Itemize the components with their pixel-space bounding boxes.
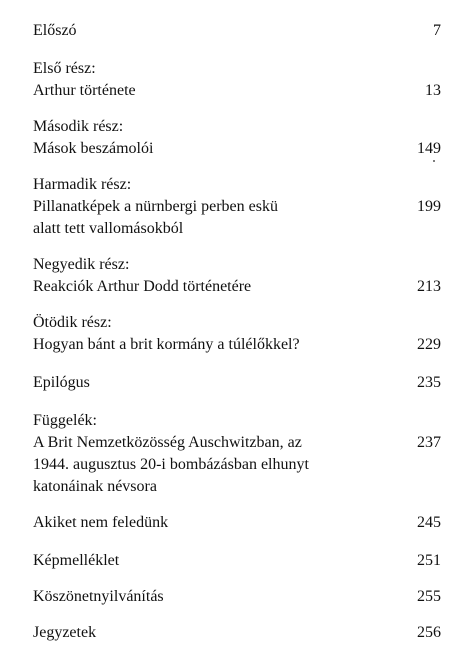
toc-entry-part-label: Második rész: [33, 118, 124, 135]
toc-entry-koszonetnyilvanitas [33, 586, 441, 608]
toc-entry-page: 245 [417, 514, 441, 531]
toc-entry-part-label: Első rész: [33, 60, 96, 77]
scan-speck [433, 160, 435, 162]
toc-entry-title: Jegyzetek [33, 624, 97, 641]
toc-entry-part-4 [33, 254, 441, 298]
toc-entry-page: 255 [417, 588, 441, 605]
toc-entry-page: 251 [417, 552, 441, 569]
toc-entry-epilogus [33, 372, 441, 394]
toc-entry-part-5 [33, 312, 441, 356]
toc-entry-page: 13 [425, 82, 441, 99]
toc-entry-page: 237 [417, 434, 441, 451]
toc-entry-part-label: Függelék: [33, 412, 97, 429]
toc-entry-part-2 [33, 116, 441, 160]
toc-entry-appendix [33, 410, 441, 498]
toc-entry-title: Mások beszámolói [33, 140, 154, 157]
toc-entry-kepmelleklet [33, 550, 441, 572]
toc-entry-part-label: Harmadik rész: [33, 176, 132, 193]
toc-entry-page: 235 [417, 374, 441, 391]
toc-entry-page: 149 [417, 140, 441, 157]
toc-entry-akiket-nem-feledunk [33, 512, 441, 534]
toc-entry-page: 256 [417, 624, 441, 641]
toc-entry-part-1 [33, 58, 441, 102]
toc-entry-part-label: Negyedik rész: [33, 256, 130, 273]
toc-entry-title: Képmelléklet [33, 552, 120, 569]
toc-entry-title: Arthur története [33, 82, 136, 99]
toc-entry-title: Reakciók Arthur Dodd történetére [33, 278, 252, 295]
toc-entry-title: Akiket nem feledünk [33, 514, 169, 531]
toc-entry-title: Köszönetnyilvánítás [33, 588, 164, 605]
toc-entry-part-label: Ötödik rész: [33, 314, 112, 331]
toc-entry-part-3 [33, 174, 441, 240]
toc-entry-page: 213 [417, 278, 441, 295]
toc-entry-page: 229 [417, 336, 441, 353]
toc-entry-title: A Brit Nemzetközösség Auschwitzban, az 1944. augusztus 20-i bombázásban elhunyt katonáinak névsora [33, 434, 309, 495]
toc-entry-title: Epilógus [33, 374, 90, 391]
toc-entry-title: Pillanatképek a nürnbergi perben eskü alatt tett vallomásokból [33, 198, 278, 237]
toc-entry-jegyzetek [33, 622, 441, 644]
toc-entry-eloszo [33, 20, 441, 42]
toc-entry-page: 7 [433, 22, 441, 39]
toc-entry-title: Hogyan bánt a brit kormány a túlélőkkel? [33, 336, 300, 353]
toc-entry-title: Előszó [33, 22, 77, 39]
toc-entry-page: 199 [417, 198, 441, 215]
